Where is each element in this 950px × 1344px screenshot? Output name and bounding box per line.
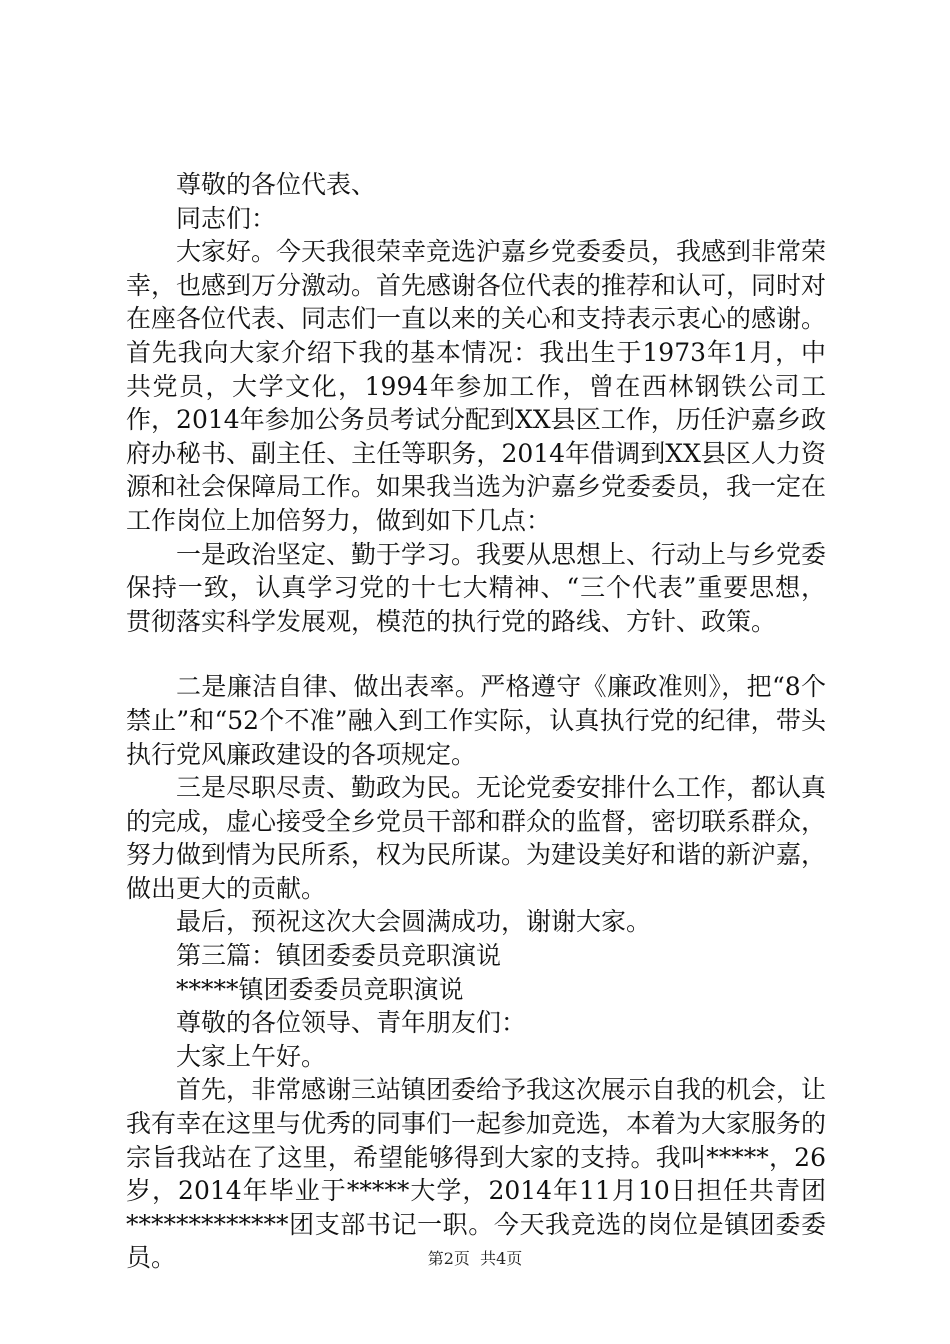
speech-body-paragraph: 首先，非常感谢三站镇团委给予我这次展示自我的机会，让我有幸在这里与优秀的同事们一起参加竞选，本着为大家服务的宗旨我站在了这里，希望能够得到大家的支持。我叫*****，26岁，2014年毕业于*****大学，2014年11月10日担任共青团*************团支部书记一职。今天我竞选的岗位是镇团委委员。	[126, 1075, 827, 1273]
document-body	[126, 168, 826, 1275]
point-three-paragraph: 三是尽职尽责、勤政为民。无论党委安排什么工作，都认真的完成，虚心接受全乡党员干部和群众的监督，密切联系群众，努力做到情为民所系，权为民所谋。为建设美好和谐的新沪嘉，做出更大的贡献。	[126, 773, 827, 903]
greeting: 大家上午好。	[176, 1041, 327, 1071]
point-two-paragraph: 二是廉洁自律、做出表率。严格遵守《廉政准则》，把“8个禁止”和“52个不准”融入到工作实际，认真执行党的纪律，带头执行党风廉政建设的各项规定。	[126, 672, 826, 769]
salutation-leaders: 尊敬的各位领导、青年朋友们：	[176, 1008, 527, 1038]
point-one-paragraph: 一是政治坚定、勤于学习。我要从思想上、行动上与乡党委保持一致，认真学习党的十七大精神、“三个代表”重要思想，贯彻落实科学发展观，模范的执行党的路线、方针、政策。	[126, 539, 827, 636]
page-total: 共4页	[480, 1249, 523, 1268]
closing-paragraph: 最后，预祝这次大会圆满成功，谢谢大家。	[176, 907, 652, 937]
speech-title: *****镇团委委员竞职演说	[176, 974, 464, 1004]
salutation-delegates: 尊敬的各位代表、	[176, 170, 377, 199]
section-heading: 第三篇：镇团委委员竞职演说	[176, 941, 502, 971]
page-number: 第2页	[427, 1249, 470, 1268]
salutation-comrades: 同志们：	[176, 203, 277, 233]
page-footer	[0, 1246, 950, 1269]
intro-paragraph: 大家好。今天我很荣幸竞选沪嘉乡党委委员，我感到非常荣幸，也感到万分激动。首先感谢各位代表的推荐和认可，同时对在座各位代表、同志们一直以来的关心和支持表示衷心的感谢。首先我向大家介绍下我的基本情况：我出生于1973年1月，中共党员，大学文化，1994年参加工作，曾在西林钢铁公司工作，2014年参加公务员考试分配到XX县区工作，历任沪嘉乡政府办秘书、副主任、主任等职务，2014年借调到XX县区人力资源和社会保障局工作。如果我当选为沪嘉乡党委委员，我一定在工作岗位上加倍努力，做到如下几点：	[126, 237, 827, 535]
